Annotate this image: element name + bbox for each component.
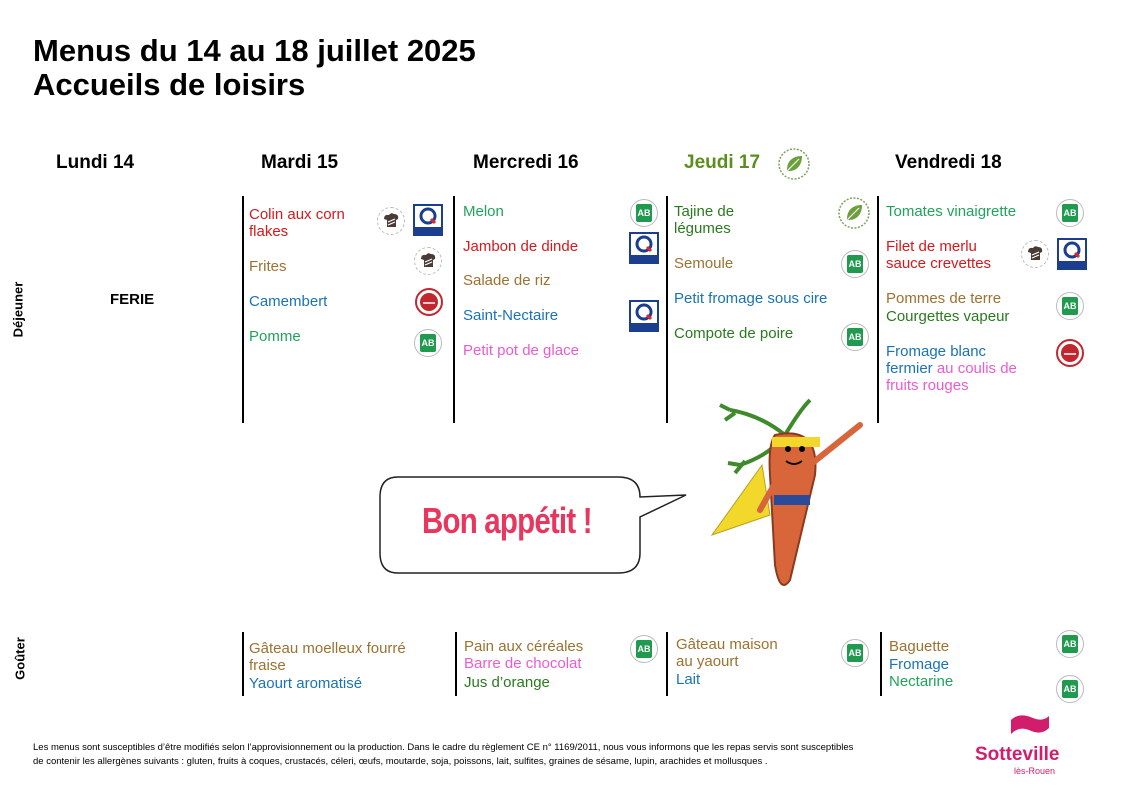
vegetarian-leaf-icon	[778, 148, 810, 185]
ab-label: AB	[847, 328, 863, 346]
ab-label: AB	[1062, 635, 1078, 653]
column-divider	[455, 632, 457, 696]
menu-item: Tomates vinaigrette	[886, 203, 1017, 220]
ferie-label: FERIE	[110, 291, 155, 308]
ab-label: AB	[1062, 204, 1078, 222]
quality-label-icon	[413, 204, 443, 241]
menu-item: Salade de riz	[463, 272, 551, 289]
column-divider	[666, 196, 668, 423]
title-line-2: Accueils de loisirs	[33, 67, 306, 102]
organic-ab-icon	[414, 329, 442, 357]
organic-ab-icon	[1056, 292, 1084, 320]
brand-name: Sotteville	[975, 744, 1060, 765]
ab-label: AB	[636, 640, 652, 658]
menu-item: Tajine de légumes	[674, 203, 735, 237]
chef-hat-icon	[1021, 240, 1049, 268]
organic-ab-icon	[841, 250, 869, 278]
day-header-lundi: Lundi 14	[56, 152, 135, 173]
menu-item: Barre de chocolat	[464, 655, 582, 672]
ab-label: AB	[636, 204, 652, 222]
menu-item: Courgettes vapeur	[886, 308, 1010, 325]
chef-hat-icon	[414, 247, 442, 275]
menu-item: Baguette	[889, 638, 950, 655]
menu-item: Pomme	[249, 328, 301, 345]
menu-item: Petit pot de glace	[463, 342, 579, 359]
column-divider	[880, 632, 882, 696]
menu-item: Pain aux céréales	[464, 638, 584, 655]
menu-item: Yaourt aromatisé	[249, 675, 363, 692]
quality-label-icon	[1057, 238, 1087, 275]
carrot-mascot-icon	[690, 395, 870, 630]
organic-ab-icon	[1056, 199, 1084, 227]
menu-item-part: au coulis de fruits rouges	[886, 360, 1017, 394]
menu-item: Nectarine	[889, 673, 954, 690]
organic-ab-icon	[630, 635, 658, 663]
vegetarian-leaf-icon	[838, 197, 870, 234]
menu-item: Melon	[463, 203, 504, 220]
quality-label-icon	[629, 232, 659, 269]
organic-ab-icon	[630, 199, 658, 227]
section-label-gouter: Goûter	[12, 637, 28, 680]
menu-item: Compote de poire	[674, 325, 794, 342]
produit-local-icon	[415, 288, 443, 321]
menu-item: Lait	[676, 671, 701, 688]
menu-item: Petit fromage sous cire	[674, 290, 828, 307]
menu-item: Camembert	[249, 293, 328, 310]
column-divider	[666, 632, 668, 696]
column-divider	[877, 196, 879, 423]
page-title	[33, 34, 476, 102]
day-header-vendredi: Vendredi 18	[895, 152, 1002, 173]
organic-ab-icon	[841, 323, 869, 351]
quality-label-icon	[629, 300, 659, 337]
menu-item	[886, 343, 1036, 394]
menu-item: Semoule	[674, 255, 734, 272]
organic-ab-icon	[841, 639, 869, 667]
menu-item-part: Fromage blanc fermier	[886, 343, 987, 377]
footer-line-2: de contenir les allergènes suivants : gluten, fruits à coques, crustacés, céleri, œufs, moutarde, soja, poissons, lait, sulfites, graines de sésame, lupin, arachides et mollusques .	[33, 756, 768, 767]
menu-item: Gâteau moelleux fourré fraise	[249, 640, 406, 674]
footer-note	[33, 741, 973, 769]
column-divider	[453, 196, 455, 423]
produit-local-icon	[1056, 339, 1084, 372]
sotteville-logo-icon	[1005, 712, 1055, 747]
ab-label: AB	[1062, 297, 1078, 315]
brand-sub: lès-Rouen	[1014, 766, 1056, 776]
menu-item: Fromage	[889, 656, 950, 673]
menu-item: Saint-Nectaire	[463, 307, 559, 324]
ab-label: AB	[847, 644, 863, 662]
organic-ab-icon	[1056, 630, 1084, 658]
day-header-jeudi: Jeudi 17	[684, 152, 761, 173]
ab-label: AB	[1062, 680, 1078, 698]
day-header-mercredi: Mercredi 16	[473, 152, 579, 173]
menu-item: Frites	[249, 258, 287, 275]
menu-item: Jambon de dinde	[463, 238, 579, 255]
ab-label: AB	[847, 255, 863, 273]
menu-item: Pommes de terre	[886, 290, 1002, 307]
column-divider	[242, 632, 244, 696]
chef-hat-icon	[377, 207, 405, 235]
organic-ab-icon	[1056, 675, 1084, 703]
section-label-dejeuner: Déjeuner	[10, 281, 26, 338]
title-line-1: Menus du 14 au 18 juillet 2025	[33, 33, 476, 68]
menu-item: Colin aux corn flakes	[249, 206, 345, 240]
column-divider	[242, 196, 244, 423]
day-header-mardi: Mardi 15	[261, 152, 339, 173]
bon-appetit-text: Bon appétit !	[422, 500, 592, 541]
menu-item: Gâteau maison au yaourt	[676, 636, 778, 670]
footer-line-1: Les menus sont susceptibles d’être modifiés selon l’approvisionnement ou la production. Dans le cadre du règlement CE n° 1169/2011, nous vous informons que les repas servis sont susceptibles	[33, 742, 854, 753]
menu-item: Filet de merlu sauce crevettes	[886, 238, 992, 272]
menu-item: Jus d’orange	[464, 674, 550, 691]
ab-label: AB	[420, 334, 436, 352]
